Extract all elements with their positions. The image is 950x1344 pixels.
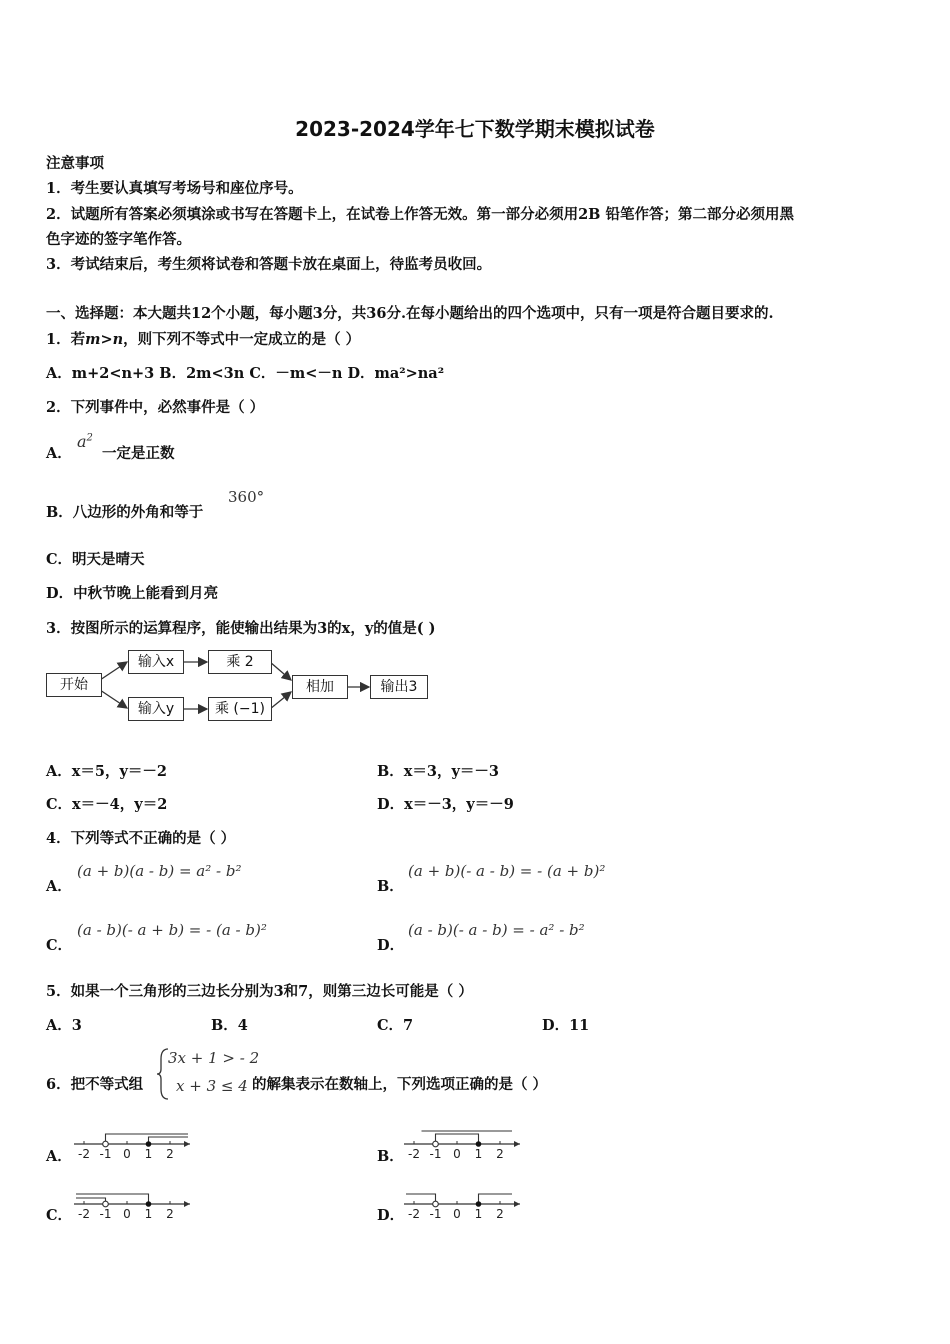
flow-output: 输出3 <box>370 675 428 699</box>
open-point <box>433 1201 439 1207</box>
tick-label: 1 <box>144 1147 153 1161</box>
closed-point <box>146 1201 152 1207</box>
closed-point <box>476 1141 482 1147</box>
q2-option-c: C．明天是晴天 <box>46 551 145 568</box>
notice-item-2-cont: 色字迹的签字笔作答。 <box>46 231 191 248</box>
q4-a-math: (a + b)(a - b) = a² - b² <box>77 862 242 880</box>
tick-label: 2 <box>166 1147 174 1161</box>
tick-label: -2 <box>408 1147 420 1161</box>
tick-label: 0 <box>453 1147 461 1161</box>
tick-label: -2 <box>78 1147 90 1161</box>
q5-option-b: B．4 <box>211 1017 248 1034</box>
q1-stem-prefix: 1．若 <box>46 331 86 348</box>
q2-option-d: D．中秋节晚上能看到月亮 <box>46 585 219 602</box>
q3-option-b: B．x＝3，y＝－3 <box>377 763 500 780</box>
q4-b-math: (a + b)(- a - b) = - (a + b)² <box>408 862 606 880</box>
q2-stem: 2．下列事件中，必然事件是（ ） <box>46 399 265 416</box>
q2-b-math: 360° <box>228 488 265 506</box>
tick-label: 2 <box>496 1147 504 1161</box>
q6-d-label: D． <box>377 1207 405 1224</box>
axis-arrow <box>184 1201 190 1207</box>
q1-gt: > <box>100 331 113 348</box>
open-point <box>433 1141 439 1147</box>
q5-option-c: C．7 <box>377 1017 414 1034</box>
solution-ray <box>76 1194 149 1204</box>
flow-mulneg1: 乘 (−1) <box>208 697 272 721</box>
tick-label: 0 <box>123 1147 131 1161</box>
flow-input-y: 输入y <box>128 697 184 721</box>
tick-label: 1 <box>144 1207 153 1221</box>
tick-label: -1 <box>99 1207 112 1221</box>
q6-ineq-1: 3x + 1 > - 2 <box>168 1049 260 1067</box>
solution-ray <box>76 1198 106 1204</box>
q2-a-text: 一定是正数 <box>102 445 175 462</box>
tick-label: 2 <box>166 1207 174 1221</box>
tick-label: 2 <box>496 1207 504 1221</box>
axis-arrow <box>514 1201 520 1207</box>
flow-mul2: 乘 2 <box>208 650 272 674</box>
open-point <box>103 1141 109 1147</box>
q6-c-label: C． <box>46 1207 73 1224</box>
q6-stem-suffix: 的解集表示在数轴上，下列选项正确的是（ ） <box>252 1076 548 1093</box>
flow-start: 开始 <box>46 673 102 697</box>
q3-option-c: C．x＝－4，y＝2 <box>46 796 168 813</box>
q1-options: A．m+2<n+3 B．2m<3n C．－m<－n D．ma²>na² <box>46 365 445 382</box>
solution-ray <box>406 1194 436 1204</box>
q4-b-label: B． <box>377 878 404 895</box>
tick-label: -2 <box>408 1207 420 1221</box>
notice-item-1: 1．考生要认真填写考场号和座位序号。 <box>46 180 303 197</box>
q5-stem: 5．如果一个三角形的三边长分别为3和7，则第三边长可能是（ ） <box>46 983 473 1000</box>
tick-label: -1 <box>429 1207 442 1221</box>
section-heading: 一、选择题：本大题共12个小题，每小题3分，共36分.在每小题给出的四个选项中，只有一项是符合题目要求的. <box>46 305 774 322</box>
q6-stem-prefix: 6．把不等式组 <box>46 1076 144 1093</box>
closed-point <box>476 1201 482 1207</box>
solution-ray <box>479 1194 513 1204</box>
q3-option-d: D．x＝－3，y＝－9 <box>377 796 514 813</box>
q2-a-label: A． <box>46 445 72 462</box>
q2-a-var: a <box>77 432 87 451</box>
q4-d-label: D． <box>377 937 405 954</box>
q4-c-label: C． <box>46 937 73 954</box>
q1-var-m: m <box>85 331 101 348</box>
notice-item-3: 3．考试结束后，考生须将试卷和答题卡放在桌面上，待监考员收回。 <box>46 256 492 273</box>
tick-label: 0 <box>123 1207 131 1221</box>
q6-ineq-2: x + 3 ≤ 4 <box>176 1077 248 1095</box>
axis-arrow <box>514 1141 520 1147</box>
q4-d-math: (a - b)(- a - b) = - a² - b² <box>408 921 585 939</box>
q6-numberline-a <box>72 1126 197 1162</box>
q6-numberline-b <box>402 1126 527 1162</box>
q5-option-a: A．3 <box>46 1017 82 1034</box>
q4-a-label: A． <box>46 878 72 895</box>
q2-a-sup: 2 <box>86 432 93 444</box>
tick-label: 1 <box>474 1207 483 1221</box>
arrow-start-to-x <box>100 662 127 680</box>
tick-label: 0 <box>453 1207 461 1221</box>
tick-label: 1 <box>474 1147 483 1161</box>
q6-a-label: A． <box>46 1148 72 1165</box>
tick-label: -1 <box>99 1147 112 1161</box>
open-point <box>103 1201 109 1207</box>
solution-ray <box>149 1137 189 1144</box>
flow-input-x: 输入x <box>128 650 184 674</box>
q1-var-n: n <box>112 331 124 348</box>
arrow-mul2-to-add <box>270 662 291 680</box>
q4-c-math: (a - b)(- a + b) = - (a - b)² <box>77 921 267 939</box>
notice-item-2: 2．试题所有答案必须填涂或书写在答题卡上，在试卷上作答无效。第一部分必须用2B 铅笔作答；第二部分必须用黑 <box>46 206 794 223</box>
q3-stem: 3．按图所示的运算程序，能使输出结果为3的x，y的值是( ) <box>46 620 436 637</box>
q3-option-a: A．x＝5，y＝－2 <box>46 763 167 780</box>
q5-option-d: D．11 <box>542 1017 590 1034</box>
tick-label: -2 <box>78 1207 90 1221</box>
axis-arrow <box>184 1141 190 1147</box>
q4-stem: 4．下列等式不正确的是（ ） <box>46 830 236 847</box>
closed-point <box>146 1141 152 1147</box>
q6-numberline-d <box>402 1186 527 1222</box>
q6-b-label: B． <box>377 1148 404 1165</box>
page-title: 2023-2024学年七下数学期末模拟试卷 <box>295 117 655 141</box>
q1-stem-suffix: ，则下列不等式中一定成立的是（ ） <box>123 331 361 348</box>
tick-label: -1 <box>429 1147 442 1161</box>
arrow-mulneg1-to-add <box>270 692 291 709</box>
q2-option-b: B．八边形的外角和等于 <box>46 504 204 521</box>
notice-heading: 注意事项 <box>46 155 104 172</box>
arrow-start-to-y <box>100 690 127 708</box>
flow-add: 相加 <box>292 675 348 699</box>
q6-numberline-c <box>72 1186 197 1222</box>
